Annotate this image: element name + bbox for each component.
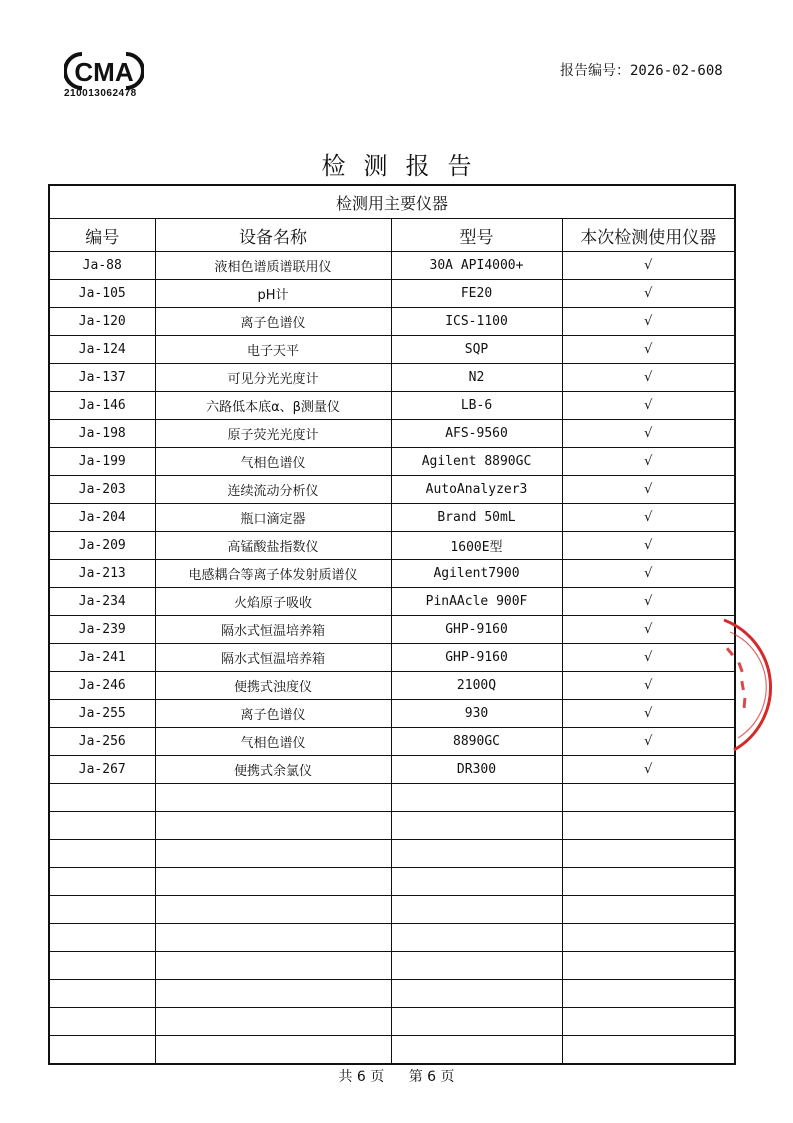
cell-name: 电感耦合等离子体发射质谱仪 <box>155 560 391 588</box>
table-row <box>49 420 735 448</box>
instrument-table <box>48 184 736 1065</box>
empty-cell <box>391 980 562 1008</box>
table-row <box>49 616 735 644</box>
cell-model: 2100Q <box>391 672 562 700</box>
empty-cell <box>49 1008 155 1036</box>
cell-name: 便携式浊度仪 <box>155 672 391 700</box>
cell-id: Ja-241 <box>49 644 155 672</box>
cell-model: 1600E型 <box>391 532 562 560</box>
table-row <box>49 728 735 756</box>
cell-name: 可见分光光度计 <box>155 364 391 392</box>
empty-cell <box>49 784 155 812</box>
cell-id: Ja-213 <box>49 560 155 588</box>
cma-certificate-number: 210013062478 <box>64 88 137 99</box>
cell-model: AutoAnalyzer3 <box>391 476 562 504</box>
empty-table-row <box>49 952 735 980</box>
cell-name: pH计 <box>155 280 391 308</box>
cma-logo-text: CMA <box>74 57 134 87</box>
table-row <box>49 756 735 784</box>
cell-model: ICS-1100 <box>391 308 562 336</box>
cell-used: √ <box>562 308 735 336</box>
cell-id: Ja-246 <box>49 672 155 700</box>
cell-name: 便携式余氯仪 <box>155 756 391 784</box>
empty-cell <box>49 1036 155 1065</box>
empty-table-row <box>49 896 735 924</box>
cell-used: √ <box>562 392 735 420</box>
empty-cell <box>562 980 735 1008</box>
empty-cell <box>562 868 735 896</box>
empty-cell <box>391 952 562 980</box>
table-row <box>49 308 735 336</box>
table-caption-row <box>49 185 735 219</box>
empty-cell <box>155 840 391 868</box>
cell-used: √ <box>562 476 735 504</box>
cell-id: Ja-234 <box>49 588 155 616</box>
cell-id: Ja-120 <box>49 308 155 336</box>
cell-name: 离子色谱仪 <box>155 700 391 728</box>
empty-cell <box>49 868 155 896</box>
column-header-name: 设备名称 <box>155 219 391 252</box>
empty-cell <box>391 1036 562 1065</box>
table-row <box>49 588 735 616</box>
cell-used: √ <box>562 504 735 532</box>
empty-cell <box>155 812 391 840</box>
column-header-used: 本次检测使用仪器 <box>562 219 735 252</box>
empty-cell <box>562 952 735 980</box>
empty-cell <box>155 896 391 924</box>
table-row <box>49 504 735 532</box>
cell-id: Ja-137 <box>49 364 155 392</box>
cell-name: 高锰酸盐指数仪 <box>155 532 391 560</box>
cell-name: 电子天平 <box>155 336 391 364</box>
cell-id: Ja-204 <box>49 504 155 532</box>
cell-name: 隔水式恒温培养箱 <box>155 644 391 672</box>
table-row <box>49 448 735 476</box>
cell-name: 气相色谱仪 <box>155 728 391 756</box>
cell-id: Ja-267 <box>49 756 155 784</box>
cell-model: SQP <box>391 336 562 364</box>
empty-cell <box>562 784 735 812</box>
cell-name: 连续流动分析仪 <box>155 476 391 504</box>
cell-model: AFS-9560 <box>391 420 562 448</box>
table-row <box>49 532 735 560</box>
cell-name: 隔水式恒温培养箱 <box>155 616 391 644</box>
page-total: 共 6 页 <box>338 1069 385 1085</box>
cell-model: DR300 <box>391 756 562 784</box>
table-header-row <box>49 219 735 252</box>
cell-id: Ja-198 <box>49 420 155 448</box>
column-header-id: 编号 <box>49 219 155 252</box>
cell-id: Ja-88 <box>49 252 155 280</box>
table-row <box>49 392 735 420</box>
empty-table-row <box>49 980 735 1008</box>
cell-used: √ <box>562 364 735 392</box>
cell-name: 液相色谱质谱联用仪 <box>155 252 391 280</box>
cell-id: Ja-124 <box>49 336 155 364</box>
cell-model: PinAAcle 900F <box>391 588 562 616</box>
page-current: 第 6 页 <box>408 1069 455 1085</box>
empty-cell <box>49 840 155 868</box>
cell-name: 离子色谱仪 <box>155 308 391 336</box>
empty-cell <box>155 980 391 1008</box>
empty-cell <box>49 924 155 952</box>
cell-used: √ <box>562 644 735 672</box>
table-row <box>49 644 735 672</box>
empty-table-row <box>49 784 735 812</box>
cell-used: √ <box>562 448 735 476</box>
page-title: 检测报告 <box>321 152 490 180</box>
cell-id: Ja-105 <box>49 280 155 308</box>
cell-id: Ja-239 <box>49 616 155 644</box>
cell-used: √ <box>562 700 735 728</box>
cell-model: GHP-9160 <box>391 644 562 672</box>
empty-cell <box>562 896 735 924</box>
empty-cell <box>155 924 391 952</box>
empty-table-row <box>49 840 735 868</box>
cell-name: 火焰原子吸收 <box>155 588 391 616</box>
table-row <box>49 336 735 364</box>
empty-table-row <box>49 868 735 896</box>
cell-name: 原子荧光光度计 <box>155 420 391 448</box>
cell-model: GHP-9160 <box>391 616 562 644</box>
table-row <box>49 364 735 392</box>
cell-used: √ <box>562 616 735 644</box>
cell-used: √ <box>562 728 735 756</box>
empty-cell <box>49 812 155 840</box>
empty-table-row <box>49 1008 735 1036</box>
table-row <box>49 252 735 280</box>
cell-id: Ja-209 <box>49 532 155 560</box>
cell-name: 瓶口滴定器 <box>155 504 391 532</box>
cell-used: √ <box>562 588 735 616</box>
cell-id: Ja-256 <box>49 728 155 756</box>
cell-model: Agilent7900 <box>391 560 562 588</box>
empty-cell <box>562 924 735 952</box>
cell-model: LB-6 <box>391 392 562 420</box>
table-row <box>49 700 735 728</box>
empty-cell <box>49 980 155 1008</box>
cell-used: √ <box>562 672 735 700</box>
empty-cell <box>391 784 562 812</box>
cell-name: 气相色谱仪 <box>155 448 391 476</box>
empty-cell <box>391 1008 562 1036</box>
cell-model: 930 <box>391 700 562 728</box>
empty-cell <box>155 1008 391 1036</box>
cell-model: Brand 50mL <box>391 504 562 532</box>
cell-model: 8890GC <box>391 728 562 756</box>
empty-cell <box>155 1036 391 1065</box>
cell-used: √ <box>562 560 735 588</box>
empty-cell <box>562 840 735 868</box>
empty-cell <box>49 952 155 980</box>
table-row <box>49 280 735 308</box>
cell-id: Ja-199 <box>49 448 155 476</box>
empty-cell <box>49 896 155 924</box>
empty-cell <box>155 868 391 896</box>
empty-cell <box>562 812 735 840</box>
empty-table-row <box>49 1036 735 1065</box>
cell-used: √ <box>562 280 735 308</box>
empty-cell <box>391 924 562 952</box>
empty-table-row <box>49 924 735 952</box>
report-number: 报告编号：2026-02-608 <box>560 63 723 79</box>
cell-model: Agilent 8890GC <box>391 448 562 476</box>
empty-cell <box>562 1008 735 1036</box>
table-row <box>49 476 735 504</box>
cell-used: √ <box>562 336 735 364</box>
page-footer <box>0 1066 793 1086</box>
empty-cell <box>155 784 391 812</box>
table-row <box>49 560 735 588</box>
cell-id: Ja-255 <box>49 700 155 728</box>
cell-model: N2 <box>391 364 562 392</box>
cell-used: √ <box>562 756 735 784</box>
empty-cell <box>391 812 562 840</box>
cell-used: √ <box>562 252 735 280</box>
cell-name: 六路低本底α、β测量仪 <box>155 392 391 420</box>
cell-id: Ja-146 <box>49 392 155 420</box>
cell-used: √ <box>562 532 735 560</box>
cell-used: √ <box>562 420 735 448</box>
cell-model: 30A API4000+ <box>391 252 562 280</box>
table-row <box>49 672 735 700</box>
empty-cell <box>155 952 391 980</box>
cell-model: FE20 <box>391 280 562 308</box>
empty-cell <box>391 896 562 924</box>
table-caption: 检测用主要仪器 <box>49 185 735 219</box>
empty-cell <box>562 1036 735 1065</box>
cell-id: Ja-203 <box>49 476 155 504</box>
empty-cell <box>391 840 562 868</box>
empty-table-row <box>49 812 735 840</box>
column-header-model: 型号 <box>391 219 562 252</box>
empty-cell <box>391 868 562 896</box>
